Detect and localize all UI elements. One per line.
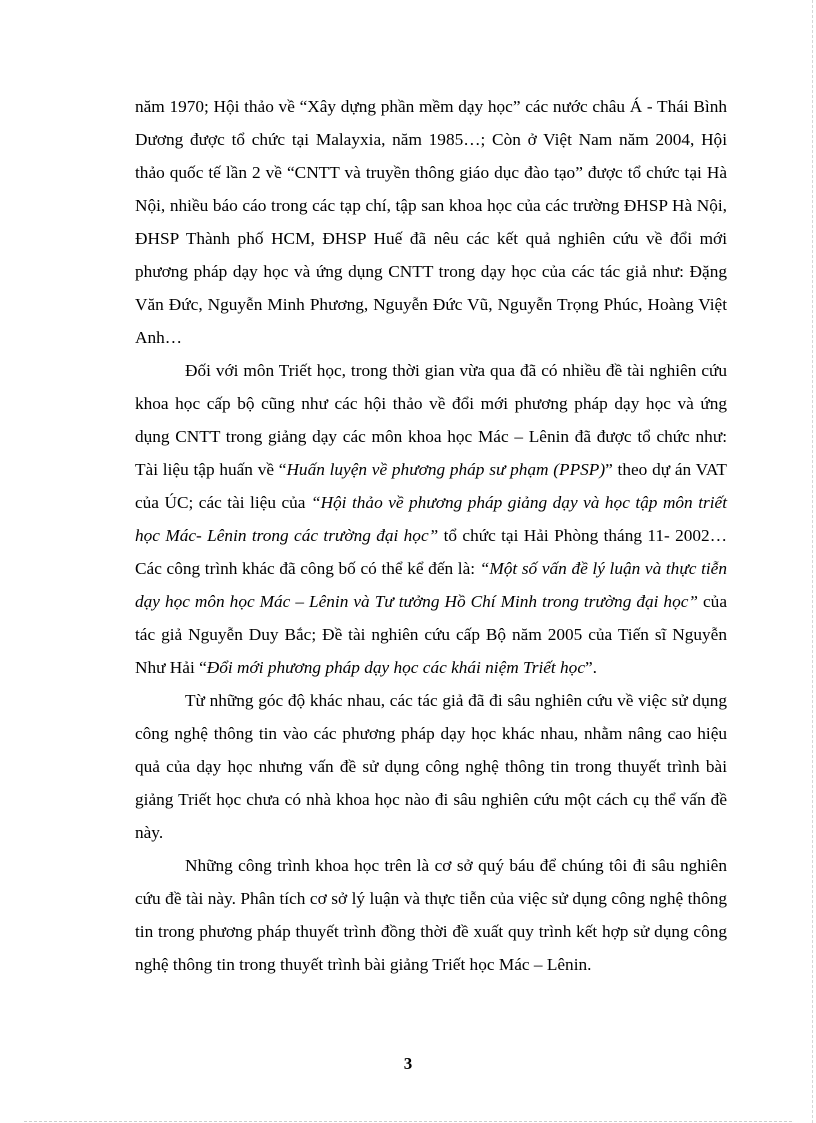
text-segment: Từ những góc độ khác nhau, các tác giả đã đi sâu nghiên cứu về việc sử dụng công nghệ thông tin vào các phương pháp dạy học khác nhau, nhằm nâng cao hiệu quả của dạy học nhưng vấn đề sử dụng công nghệ thông tin trong thuyết trình bài giảng Triết học chưa có nhà khoa học nào đi sâu nghiên cứu một cách cụ thể vấn đề này.	[135, 691, 727, 842]
text-segment: năm 1970; Hội thảo về “Xây dựng phần mềm dạy học” các nước châu Á - Thái Bình Dương được tổ chức tại Malayxia, năm 1985…; Còn ở Việt Nam năm 2004, Hội thảo quốc tế lần 2 về “CNTT và truyền thông giáo dục đào tạo” được tổ chức tại Hà Nội, nhiều báo cáo trong các tạp chí, tập san khoa học của các trường ĐHSP Hà Nội, ĐHSP Thành phố HCM, ĐHSP Huế đã nêu các kết quả nghiên cứu về đổi mới phương pháp dạy học và ứng dụng CNTT trong dạy học của các tác giả như: Đặng Văn Đức, Nguyễn Minh Phương, Nguyễn Đức Vũ, Nguyễn Trọng Phúc, Hoàng Việt Anh…	[135, 97, 727, 347]
italic-title-mot-so-van-de: “Một số vấn đề lý luận và thực tiễn dạy học môn học Mác – Lênin và Tư tưởng Hồ Chí Minh trong trường đại học”	[135, 559, 727, 611]
italic-title-ppsp: Huấn luyện về phương pháp sư phạm (PPSP)	[286, 460, 606, 479]
page-bottom-border	[24, 1121, 792, 1122]
text-segment: tổ chức tại Hải Phòng tháng 11- 2002… Các công trình khác đã công bố có thể kể đến là:	[135, 526, 727, 578]
paragraph-4	[135, 849, 727, 981]
page-number: 3	[403, 1054, 413, 1073]
text-segment: Những công trình khoa học trên là cơ sở quý báu để chúng tôi đi sâu nghiên cứu đề tài này. Phân tích cơ sở lý luận và thực tiễn của việc sử dụng công nghệ thông tin trong phương pháp thuyết trình đồng thời đề xuất quy trình kết hợp sử dụng công nghệ thông tin trong thuyết trình bài giảng Triết học Mác – Lênin.	[135, 856, 727, 974]
paragraph-3	[135, 684, 727, 849]
italic-title-hoi-thao: “Hội thảo về phương pháp giảng dạy và học tập môn triết học Mác- Lênin trong các trường đại học”	[135, 493, 727, 545]
text-segment: Đối với môn Triết học, trong thời gian vừa qua đã có nhiều đề tài nghiên cứu khoa học cấp bộ cũng như các hội thảo về đổi mới phương pháp dạy học và ứng dụng CNTT trong giảng dạy các môn khoa học Mác – Lênin đã được tổ chức như: Tài liệu tập huấn về “	[135, 361, 727, 479]
paragraph-1	[135, 90, 727, 354]
body-text	[135, 90, 727, 981]
text-segment: ”.	[585, 658, 597, 677]
text-segment: ” theo dự án VAT của ÚC; các tài liệu của	[135, 460, 727, 512]
paragraph-2	[135, 354, 727, 684]
text-segment: của tác giả Nguyễn Duy Bắc; Đề tài nghiên cứu cấp Bộ năm 2005 của Tiến sĩ Nguyễn Như Hải “	[135, 592, 727, 677]
italic-title-doi-moi: Đổi mới phương pháp dạy học các khái niệm Triết học	[206, 658, 585, 677]
page-right-border	[812, 0, 813, 1123]
